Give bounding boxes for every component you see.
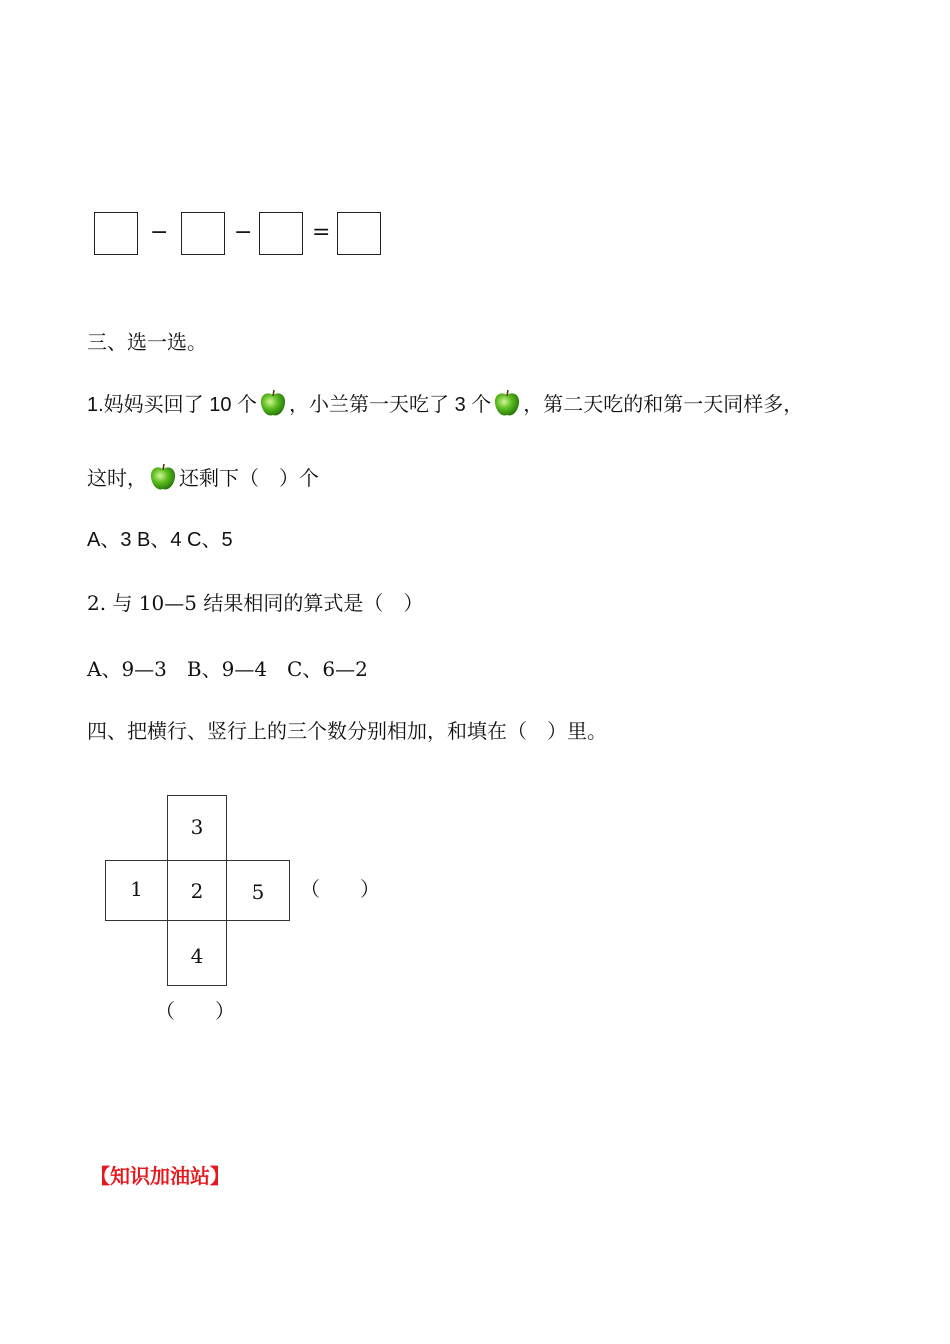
answer-box-2[interactable] (181, 212, 225, 255)
grid-cell-right: 5 (226, 860, 290, 921)
row-sum-answer[interactable]: （ ） (300, 877, 380, 901)
question-1-text: 这时， (87, 466, 147, 490)
question-1-text: ，小兰第一天吃了 3 个 (289, 394, 492, 416)
minus-sign: − (234, 220, 253, 245)
question-2-options: A、9—3 B、9—4 C、6—2 (87, 657, 368, 681)
grid-cell-top: 3 (167, 795, 227, 861)
knowledge-station-heading: 【知识加油站】 (90, 1164, 230, 1188)
answer-box-1[interactable] (94, 212, 138, 255)
section-title: 三、选一选。 (87, 330, 207, 354)
question-1-options: A、3 B、4 C、5 (87, 529, 233, 551)
answer-box-4[interactable] (337, 212, 381, 255)
green-apple-icon (492, 388, 522, 418)
question-1-text: ，第二天吃的和第一天同样多， (523, 392, 804, 416)
grid-cell-center: 2 (167, 860, 227, 921)
grid-cell-left: 1 (105, 860, 168, 921)
question-1-text: 1.妈妈买回了 10 个 (87, 394, 258, 416)
question-2-stem: 2. 与 10—5 结果相同的算式是（ ） (87, 591, 424, 615)
green-apple-icon (258, 388, 288, 418)
column-sum-answer[interactable]: （ ） (155, 999, 235, 1023)
section-title: 四、把横行、竖行上的三个数分别相加，和填在（ ）里。 (87, 719, 607, 743)
green-apple-icon (148, 462, 178, 492)
minus-sign: − (150, 220, 169, 245)
question-1-line-2 (87, 462, 319, 492)
question-1-text: 还剩下（ ）个 (179, 466, 319, 490)
question-1-line-1 (87, 388, 803, 418)
equals-sign: = (312, 220, 331, 245)
answer-box-3[interactable] (259, 212, 303, 255)
grid-cell-bottom: 4 (167, 920, 227, 986)
